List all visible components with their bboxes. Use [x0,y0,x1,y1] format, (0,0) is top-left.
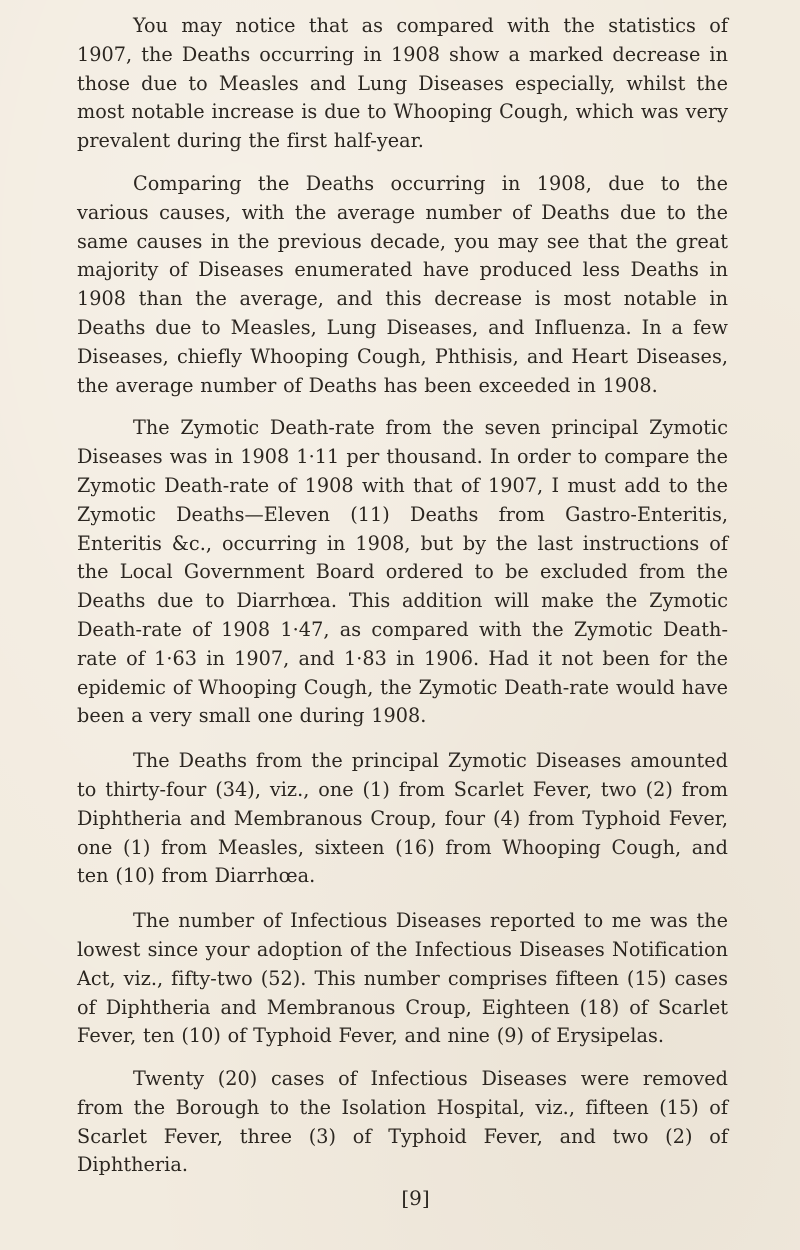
paragraph-infectious-diseases-reported: The number of Infectious Diseases reported to me was the lowest since your adoption of the Infectious Diseases Notification Act, viz., fifty-two (52). This number comprises fifteen (15) cases of Diphtheria and Membranous Croup, Eighteen (18) of Scarlet Fever, ten (10) of Typhoid Fever, and nine (9) of Erysipelas. [77,909,728,1048]
paragraph-decade-average-comparison: Comparing the Deaths occurring in 1908, due to the various causes, with the average number of Deaths due to the same causes in the previous decade, you may see that the great majority of Diseases enumerated have produced less Deaths in 1908 than the average, and this decrease is most notable in Deaths due to Measles, Lung Diseases, and Influenza. In a few Diseases, chiefly Whooping Cough, Phthisis, and Heart Diseases, the average number of Deaths has been exceeded in 1908. [77,171,728,397]
paragraph-zymotic-deaths-breakdown: The Deaths from the principal Zymotic Diseases amounted to thirty-four (34), viz., one (1) from Scarlet Fever, two (2) from Diphtheria and Membranous Croup, four (4) from Typhoid Fever, one (1) from Measles, sixteen (16) from Whooping Cough, and ten (10) from Diarrhœa. [77,749,728,888]
page-number: [9] [401,1186,430,1211]
paragraph-death-statistics-comparison: You may notice that as compared with the statistics of 1907, the Deaths occurring in 1908 show a marked decrease in those due to Measles and Lung Diseases especially, whilst the most notable increase is due to Whooping Cough, which was very prevalent during the first half-year. [77,14,728,153]
paragraph-zymotic-death-rate: The Zymotic Death-rate from the seven principal Zymotic Diseases was in 1908 1·11 per thousand. In order to compare the Zymotic Death-rate of 1908 with that of 1907, I must add to the Zymotic Deaths—Eleven (11) Deaths from Gastro-Enteritis, Enteritis &c., occurring in 1908, but by the last instructions of the Local Government Board ordered to be excluded from the Deaths due to Diarrhœa. This addition will make the Zymotic Death-rate of 1908 1·47, as compared with the Zymotic Death-rate of 1·63 in 1907, and 1·83 in 1906. Had it not been for the epidemic of Whooping Cough, the Zymotic Death-rate would have been a very small one during 1908. [77,416,728,728]
paragraph-isolation-hospital-removals: Twenty (20) cases of Infectious Diseases were removed from the Borough to the Isolation Hospital, viz., fifteen (15) of Scarlet Fever, three (3) of Typhoid Fever, and two (2) of Diphtheria. [77,1067,728,1177]
